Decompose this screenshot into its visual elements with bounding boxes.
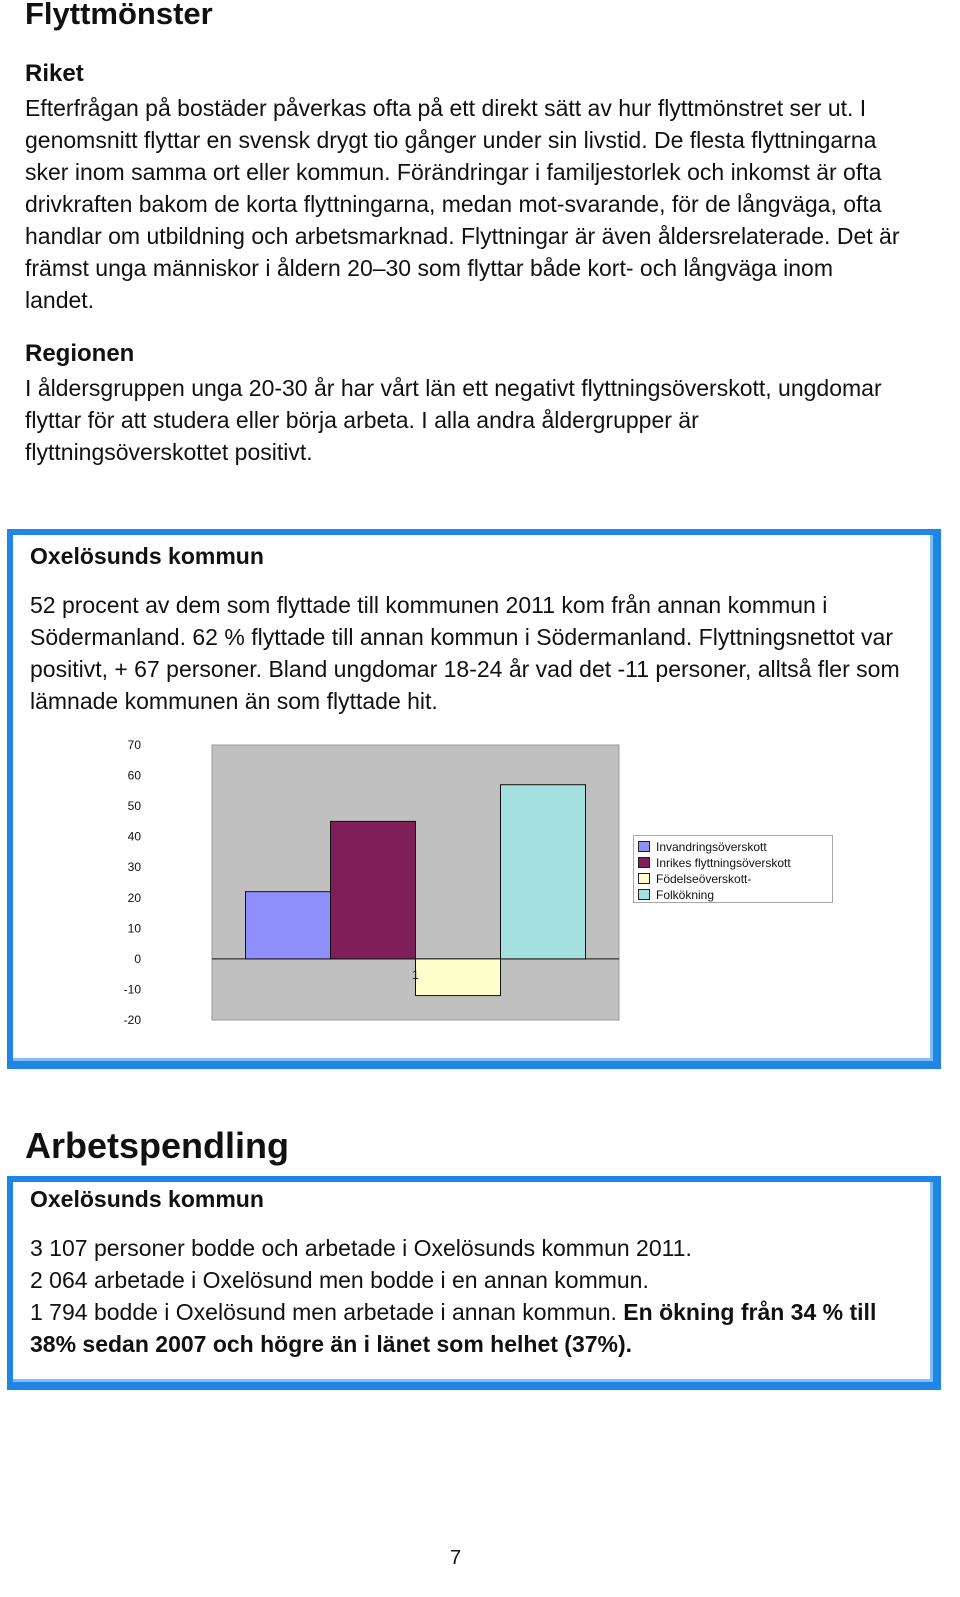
y-tick-label: 20 bbox=[127, 890, 141, 905]
regionen-text: I åldersgruppen unga 20-30 år har vårt län ett negativt flyttningsöverskott, ungdomar flyttar för att studera eller börja arbeta. I alla andra åldergrupper är flyttningsöverskottet positivt. bbox=[25, 375, 882, 465]
chart-legend bbox=[633, 835, 833, 903]
legend-swatch bbox=[638, 873, 650, 884]
legend-item-inrikes bbox=[638, 854, 791, 871]
y-tick-label: 10 bbox=[127, 921, 141, 936]
flytt-chart bbox=[13, 535, 933, 1061]
flytt-chart-svg bbox=[13, 535, 933, 1061]
pendling-line-1: 3 107 personer bodde och arbetade i Oxelösunds kommun 2011. bbox=[30, 1235, 692, 1261]
pendling-highlight: En ökning från 34 % till 38% sedan 2007 och högre än i länet som helhet (37%). bbox=[30, 1299, 877, 1357]
bar bbox=[246, 892, 331, 959]
legend-swatch bbox=[638, 857, 650, 868]
y-tick-label: 70 bbox=[127, 738, 141, 752]
arbetspendling-title: Arbetspendling bbox=[25, 1125, 290, 1166]
legend-label: Invandringsöverskott bbox=[656, 839, 767, 854]
legend-label: Inrikes flyttningsöverskott bbox=[656, 855, 791, 870]
legend-swatch bbox=[638, 889, 650, 900]
y-tick-label: 0 bbox=[134, 951, 141, 966]
page-number: 7 bbox=[450, 1547, 462, 1569]
y-tick-label: -10 bbox=[123, 982, 141, 997]
regionen-heading: Regionen bbox=[25, 340, 135, 367]
oxelosund-heading: Oxelösunds kommun bbox=[30, 543, 264, 569]
riket-heading: Riket bbox=[25, 60, 84, 87]
legend-label: Födelseöverskott- bbox=[656, 871, 752, 886]
bar bbox=[331, 821, 416, 959]
x-category-label: 1 bbox=[412, 967, 419, 982]
page-title: Flyttmönster bbox=[25, 0, 213, 31]
arbetspendling-text bbox=[30, 1232, 920, 1360]
oxelosund-flytt-box bbox=[7, 529, 941, 1069]
y-tick-label: 40 bbox=[127, 829, 141, 844]
bar bbox=[501, 785, 586, 959]
y-tick-label: -20 bbox=[123, 1013, 141, 1027]
riket-text: Efterfrågan på bostäder påverkas ofta på ett direkt sätt av hur flyttmönstret ser ut. I genomsnitt flyttar en svensk drygt tio gånger under sin livstid. De flesta flyttningarna sker inom samma ort eller kommun. Förändringar i familjestorlek och inkomst är ofta drivkraften bakom de korta flyttningarna, medan mot-svarande, för de långväga, ofta handlar om utbildning och arbetsmarknad. Flyttningar är även åldersrelaterade. Det är främst unga människor i åldern 20–30 som flyttar både kort- och långväga inom landet. bbox=[25, 95, 900, 313]
y-tick-label: 60 bbox=[127, 768, 141, 783]
y-tick-label: 30 bbox=[127, 860, 141, 875]
arbetspendling-box bbox=[7, 1176, 941, 1390]
legend-item-fodelse bbox=[638, 870, 751, 887]
pendling-line-3: 1 794 bodde i Oxelösund men arbetade i annan kommun. bbox=[30, 1299, 617, 1325]
legend-item-invandring bbox=[638, 838, 767, 855]
bar bbox=[416, 959, 501, 996]
legend-item-folkokning bbox=[638, 886, 714, 903]
y-tick-label: 50 bbox=[127, 799, 141, 814]
arbetspendling-heading: Oxelösunds kommun bbox=[30, 1186, 264, 1212]
pendling-line-2: 2 064 arbetade i Oxelösund men bodde i en annan kommun. bbox=[30, 1267, 649, 1293]
oxelosund-text: 52 procent av dem som flyttade till kommunen 2011 kom från annan kommun i Södermanland. 62 % flyttade till annan kommun i Södermanland. Flyttningsnettot var positivt, + 67 personer. Bland ungdomar 18-24 år vad det -11 personer, alltså fler som lämnade kommunen än som flyttade hit. bbox=[30, 592, 900, 714]
legend-label: Folkökning bbox=[656, 887, 715, 902]
legend-swatch bbox=[638, 841, 650, 852]
